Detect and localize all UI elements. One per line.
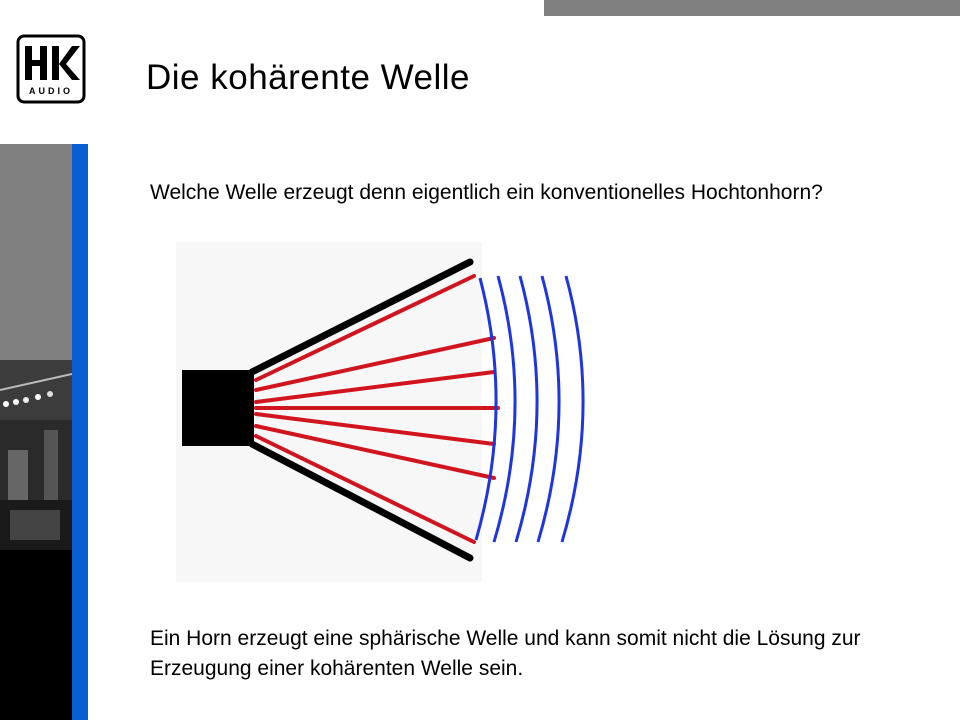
top-bar: [544, 0, 960, 16]
answer-text: Ein Horn erzeugt eine sphärische Welle und kann somit nicht die Lösung zur Erzeugung einer kohärenten Welle sein.: [150, 627, 861, 680]
logo-subtext: AUDIO: [29, 86, 73, 96]
question-text: Welche Welle erzeugt denn eigentlich ein konventionelles Hochtonhorn?: [150, 181, 823, 204]
sidebar-gray-block: [0, 144, 72, 360]
horn-wave-illustration: [176, 242, 482, 582]
hk-audio-logo: [16, 34, 86, 104]
driver-block: [182, 370, 254, 446]
slide-title: Die kohärente Welle: [146, 58, 471, 97]
accent-stripe: [72, 144, 88, 720]
concert-stage-photo: [0, 360, 72, 550]
left-sidebar: [0, 144, 72, 720]
